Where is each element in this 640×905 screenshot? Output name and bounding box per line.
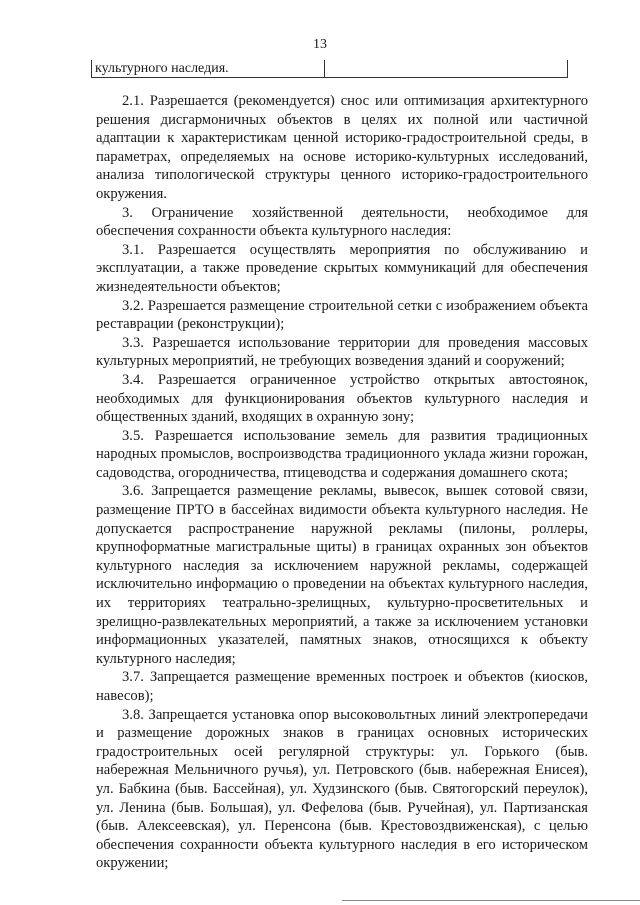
paragraph-3-6: 3.6. Запрещается размещение рекламы, вывесок, вышек сотовой связи, размещение ПРТО в бассейнах видимости объекта культурного наследия. Не допускается распространение наружной рекламы (пилоны, роллеры, крупноформатные магистральные щиты) в границах охранных зон объектов культурного наследия за исключением наружной рекламы, содержащей исключительно информацию о проведении на объектах культурного наследия, их территориях театрально-зрелищных, культурно-просветительных и зрелищно-развлекательных мероприятий, а также за исключением установки информационных указателей, памятных знаков, относящихся к объекту культурного наследия; [96, 483, 588, 667]
table-cell-left: культурного наследия. [92, 60, 325, 77]
paragraph-3-8: 3.8. Запрещается установка опор высоковольтных линий электропередачи и размещение дорожных знаков в границах основных исторических градостроительных осей регулярной структуры: ул. Горького (быв. набережная Мельничного ручья), ул. Петровского (быв. набережная Енисея), ул. Бабкина (быв. Бассейная), ул. Худзинского (быв. Святогорский переулок), ул. Ленина (быв. Большая), ул. Фефелова (быв. Ручейная), ул. Партизанская (быв. Алексеевская), ул. Перенсона (быв. Крестовоздвиженская), с целью обеспечения сохранности объекта культурного наследия в его историческом окружении; [96, 706, 588, 872]
page-number: 13 [313, 37, 327, 52]
paragraph-2-1: 2.1. Разрешается (рекомендуется) снос или оптимизация архитектурного решения дисгармоничных объектов в целях их полной или частичной адаптации к характеристикам ценной историко-градостроительной среды, в параметрах, определяемых на основе историко-культурных исследований, анализа типологической структуры ценного историко-градостроительного окружения. [96, 93, 588, 202]
paragraph-3: 3. Ограничение хозяйственной деятельности, необходимое для обеспечения сохранности объекта культурного наследия: [96, 204, 588, 240]
paragraph-3-1: 3.1. Разрешается осуществлять мероприятия по обслуживанию и эксплуатации, а также проведение скрытых коммуникаций для обеспечения жизнедеятельности объектов; [96, 241, 588, 295]
table-cell-right [325, 60, 567, 77]
paragraph-3-5: 3.5. Разрешается использование земель для развития традиционных народных промыслов, воспроизводства традиционного уклада жизни горожан, садоводства, огородничества, птицеводства и содержания домашнего скота; [96, 427, 588, 481]
paragraph-3-7: 3.7. Запрещается размещение временных построек и объектов (киосков, навесов); [96, 669, 588, 704]
footer-rule [342, 900, 640, 901]
paragraph-3-4: 3.4. Разрешается ограниченное устройство открытых автостоянок, необходимых для функционирования объектов культурного наследия и общественных зданий, входящих в охранную зону; [96, 371, 588, 426]
document-body [96, 92, 588, 873]
continued-table-row [91, 60, 568, 78]
paragraph-3-2: 3.2. Разрешается размещение строительной сетки с изображением объекта реставрации (реконструкции); [96, 297, 588, 333]
paragraph-3-3: 3.3. Разрешается использование территории для проведения массовых культурных мероприятий, не требующих возведения зданий и сооружений; [96, 334, 588, 370]
